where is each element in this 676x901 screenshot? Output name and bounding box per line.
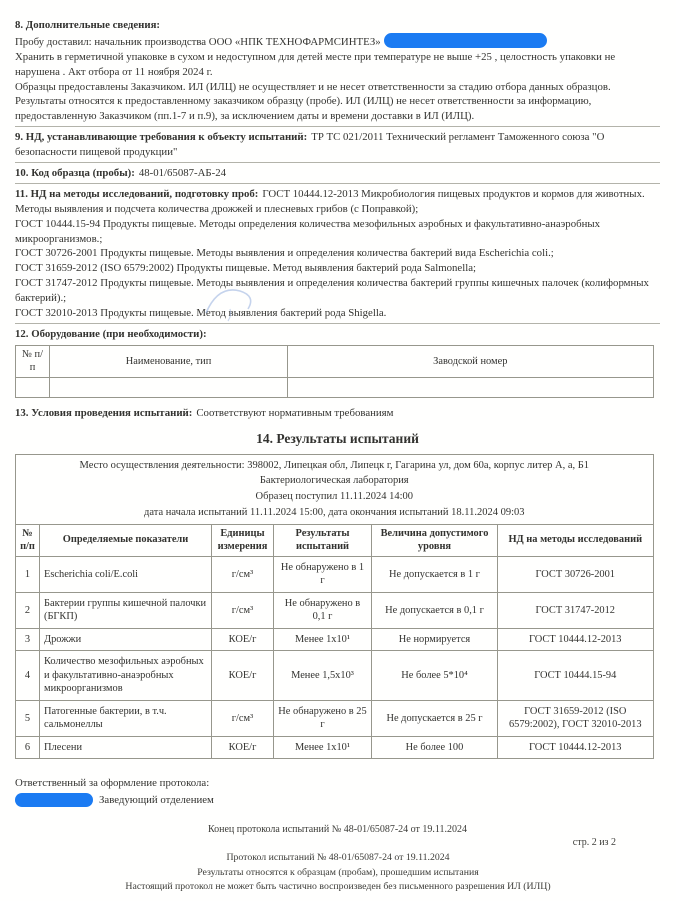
table-cell: г/см³ [212, 556, 274, 592]
section-test-methods [15, 187, 660, 324]
info-box-line: Место осуществления деятельности: 398002, Липецкая обл, Липецк г, Гагарина ул, дом 60а, корпус литер А, а, Б1 [79, 459, 590, 471]
results-table [15, 524, 654, 760]
results-title: 14. Результаты испытаний [256, 430, 419, 446]
section-results [15, 431, 660, 760]
table-cell: Не более 5*10⁴ [372, 651, 498, 701]
results-header-row [16, 524, 654, 556]
table-cell: ГОСТ 10444.12-2013 [498, 736, 654, 759]
table-cell: ГОСТ 30726-2001 [498, 556, 654, 592]
table-cell: Escherichia coli/E.coli [40, 556, 212, 592]
method-list [15, 217, 660, 321]
redaction-bar-signature [15, 793, 93, 807]
method-item: ГОСТ 31659-2012 (ISO 6579:2002) Продукты пищевые. Метод выявления бактерий рода Salmonella; [15, 262, 476, 275]
protocol-end-line: Конец протокола испытаний № 48-01/65087-24 от 19.11.2024 [207, 823, 468, 835]
results-row [16, 700, 654, 736]
table-cell: Величина допустимого уровня [372, 524, 498, 556]
signoff-position: Заведующий отделением [99, 793, 214, 806]
table-cell: КОЕ/г [212, 736, 274, 759]
table-cell: Количество мезофильных аэробных и факультативно-анаэробных микроорганизмов [40, 651, 212, 701]
table-cell: 4 [16, 651, 40, 701]
signoff-block [15, 775, 660, 807]
table-cell: Бактерии группы кишечной палочки (БГКП) [40, 592, 212, 628]
table-cell: НД на методы исследований [498, 524, 654, 556]
table-cell: КОЕ/г [212, 651, 274, 701]
footer-line: Настоящий протокол не может быть частично воспроизведен без письменного разрешения ИЛ (ИЛЦ) [125, 881, 551, 893]
table-cell: ГОСТ 10444.12-2013 [498, 628, 654, 651]
results-table-header [16, 524, 654, 556]
equipment-table [15, 345, 654, 398]
table-cell: ГОСТ 31747-2012 [498, 592, 654, 628]
table-cell: КОЕ/г [212, 628, 274, 651]
table-cell: Плесени [40, 736, 212, 759]
table-cell: Менее 1,5x10³ [274, 651, 372, 701]
results-row [16, 651, 654, 701]
table-cell: Не нормируется [372, 628, 498, 651]
results-row [16, 556, 654, 592]
table-cell: Результаты испытаний [274, 524, 372, 556]
table-cell: Патогенные бактерии, в т.ч. сальмонеллы [40, 700, 212, 736]
results-table-body [16, 556, 654, 759]
section-13-label: 13. Условия проведения испытаний: [15, 406, 193, 419]
page-indicator: стр. 2 из 2 [572, 836, 616, 848]
section-8-label: 8. Дополнительные сведения: [15, 19, 161, 31]
section-equipment [15, 327, 660, 398]
requirements-text: ТР ТС 021/2011 Технический регламент Таможенного союза "О безопасности пищевой продукции" [15, 131, 605, 159]
table-cell: Не обнаружено в 0,1 г [274, 592, 372, 628]
signoff-label: Ответственный за оформление протокола: [15, 777, 210, 790]
info-box-line: Образец поступил 11.11.2024 14:00 [255, 491, 414, 503]
method-item: ГОСТ 32010-2013 Продукты пищевые. Метод выявления бактерий рода Shigella. [15, 307, 387, 320]
table-cell: Не обнаружено в 25 г [274, 700, 372, 736]
table-cell: Менее 1x10¹ [274, 736, 372, 759]
results-row [16, 592, 654, 628]
redaction-bar-supplier [384, 33, 547, 48]
page-footer [0, 837, 676, 895]
table-cell: 3 [16, 628, 40, 651]
sample-delivered-line [15, 33, 660, 50]
table-cell: Не допускается в 25 г [372, 700, 498, 736]
section-test-conditions [15, 406, 660, 421]
signoff-line [15, 792, 660, 808]
test-conditions-text: Соответствуют нормативным требованиям [196, 406, 394, 419]
table-cell [50, 377, 288, 397]
equipment-table-header [16, 345, 654, 377]
section-9-label: 9. НД, устанавливающие требования к объекту испытаний: [15, 131, 308, 144]
storage-conditions-text: Хранить в герметичной упаковке в сухом и недоступном для детей месте при температуре не выше +25 , целостность упаковки не нарушена . Акт отбора от 11 ноября 2024 г. [15, 50, 616, 78]
table-cell: Менее 1x10¹ [274, 628, 372, 651]
info-box-line: Бактериологическая лаборатория [259, 475, 409, 487]
table-cell: 5 [16, 700, 40, 736]
liability-disclaimer-text: Образцы предоставлены Заказчиком. ИЛ (ИЛЦ) не осуществляет и не несет ответственности за стадию отбора данных образцов. Результаты относятся к предоставленному заказчиком образцу (пробе). ИЛ (ИЛЦ) не несет ответственности за информацию, предоставленную Заказчиком (пп.1-7 и п.9), за исключением даты и времени доставки в ИЛ (ИЛЦ). [15, 80, 611, 123]
table-cell: г/см³ [212, 700, 274, 736]
results-info-box [15, 454, 654, 525]
table-cell: г/см³ [212, 592, 274, 628]
table-cell [16, 377, 50, 397]
table-cell: Дрожжи [40, 628, 212, 651]
table-cell: 6 [16, 736, 40, 759]
footer-lines [0, 851, 676, 895]
results-row [16, 736, 654, 759]
info-box-line: дата начала испытаний 11.11.2024 15:00, дата окончания испытаний 18.11.2024 09:03 [144, 506, 525, 518]
table-cell: 1 [16, 556, 40, 592]
results-row [16, 628, 654, 651]
footer-line: Протокол испытаний № 48-01/65087-24 от 19.11.2024 [226, 851, 450, 863]
method-item: ГОСТ 31747-2012 Продукты пищевые. Методы выявления и определения количества бактерий группы кишечных палочек (колиформных бактерий).; [15, 277, 649, 305]
table-cell: Не допускается в 0,1 г [372, 592, 498, 628]
section-sample-code [15, 166, 660, 184]
table-cell: Единицы измерения [212, 524, 274, 556]
method-item: ГОСТ 10444.15-94 Продукты пищевые. Методы определения количества мезофильных аэробных и факультативно-анаэробных микроорганизмов.; [15, 217, 601, 245]
section-11-label: 11. НД на методы исследований, подготовку проб: [15, 187, 259, 200]
sample-delivered-text: Пробу доставил: начальник производства ООО «НПК ТЕХНОФАРМСИНТЕЗ» [15, 35, 381, 48]
table-cell: Не более 100 [372, 736, 498, 759]
section-additional-info [15, 18, 660, 127]
table-cell: ГОСТ 31659-2012 (ISO 6579:2002), ГОСТ 32010-2013 [498, 700, 654, 736]
table-cell [288, 377, 654, 397]
sample-code-value: 48-01/65087-АБ-24 [138, 167, 227, 180]
section-12-label: 12. Оборудование (при необходимости): [15, 327, 207, 340]
table-cell: ГОСТ 10444.15-94 [498, 651, 654, 701]
table-cell: Не допускается в 1 г [372, 556, 498, 592]
footer-line: Результаты относятся к образцам (пробам), прошедшим испытания [197, 866, 479, 878]
table-cell: Заводской номер [288, 345, 654, 377]
table-cell: 2 [16, 592, 40, 628]
section-10-label: 10. Код образца (пробы): [15, 167, 135, 180]
method-item: ГОСТ 30726-2001 Продукты пищевые. Методы выявления и определения количества бактерий вида Escherichia coli.; [15, 247, 554, 260]
table-cell: № п/п [16, 345, 50, 377]
table-cell: Определяемые показатели [40, 524, 212, 556]
equipment-row [16, 377, 654, 397]
section-requirements [15, 130, 660, 163]
equipment-header-row [16, 345, 654, 377]
table-cell: Не обнаружено в 1 г [274, 556, 372, 592]
table-cell: № п/п [16, 524, 40, 556]
equipment-table-body [16, 377, 654, 397]
table-cell: Наименование, тип [50, 345, 288, 377]
method-item-first: ГОСТ 10444.12-2013 Микробиология пищевых продуктов и кормов для животных. Методы выявления и подсчета количества дрожжей и плесневых грибов (с Поправкой); [15, 187, 645, 215]
